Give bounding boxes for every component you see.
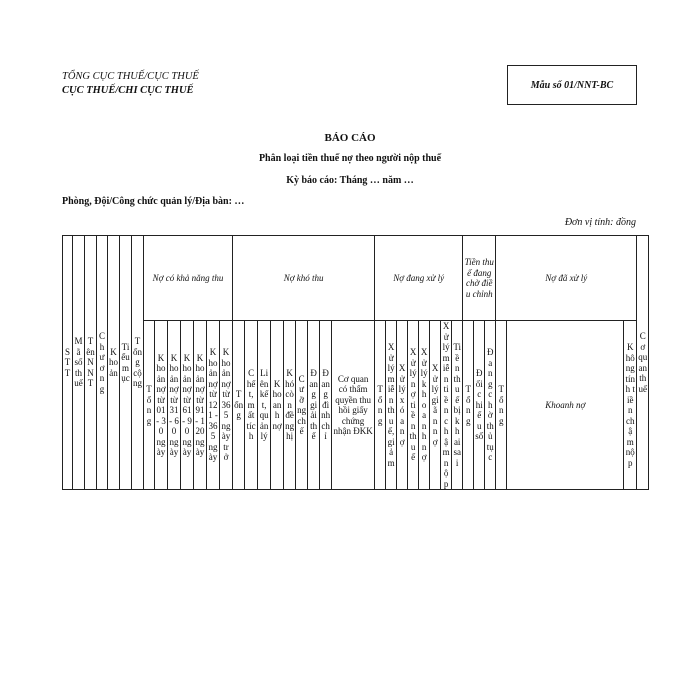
collectible-sub-1: Khoản nợ từ 01 - 30 ngày [155,321,168,490]
report-period: Kỳ báo cáo: Tháng … năm … [286,175,414,186]
department-line: Phòng, Đội/Công chức quản lý/Địa bàn: … [62,196,245,207]
collectible-sub-5: Khoản nợ từ 121 - 365 ngày [207,321,220,490]
processing-sub-0: Tổng [375,321,386,490]
awaiting-sub-1: Đối chiếu số [474,321,485,490]
report-title: BÁO CÁO [324,132,376,144]
difficult-sub-0: Tổng [233,321,245,490]
difficult-sub-8: Cơ quan có thẩm quyền thu hồi giấy chứng nhận ĐKK [332,321,375,490]
group-processing-debt: Nợ đang xử lý [375,236,463,321]
col-total: Tổng cộng [132,236,144,490]
difficult-sub-6: Đang giải thể [308,321,320,490]
tax-authority-header [62,70,199,98]
processing-sub-4: Xử lý khoanh nợ [419,321,430,490]
group-processed-debt: Nợ đã xử lý [496,236,637,321]
form-number-box [507,65,637,105]
group-difficult-debt: Nợ khó thu [233,236,375,321]
awaiting-sub-0: Tổng [463,321,474,490]
collectible-sub-4: Khoản nợ từ 91 - 120 ngày [194,321,207,490]
col-tax-code: Mã số thuế [73,236,85,490]
org-line-1: TỔNG CỤC THUẾ/CỤC THUẾ [62,71,199,82]
col-chapter: Chương [97,236,108,490]
col-tax-office: Cơ quan thuế [637,236,649,490]
awaiting-sub-2: Đang chờ thủ tục [485,321,496,490]
difficult-sub-4: Khó còn đề nghị [284,321,296,490]
collectible-sub-6: Khoản nợ từ 365 ngày trở [220,321,233,490]
difficult-sub-5: Cưỡng chế [296,321,308,490]
collectible-sub-2: Khoản nợ từ 31 - 60 ngày [168,321,181,490]
processing-sub-3: Xử lý nợ tiền thuế [408,321,419,490]
org-line-2: CỤC THUẾ/CHI CỤC THUẾ [62,85,194,96]
difficult-sub-1: Chết, mất tích [245,321,258,490]
col-sub-item: Tiểu mục [120,236,132,490]
col-taxpayer-name: Tên NNT [85,236,97,490]
difficult-sub-3: Khoanh nợ [271,321,284,490]
collectible-sub-3: Khoản nợ từ 61 - 90 ngày [181,321,194,490]
col-stt: STT [63,236,73,490]
difficult-sub-2: Liên kết, quản lý [258,321,271,490]
processed-sub-2: Không tính tiền chậm nộp [624,321,637,490]
group-awaiting-adjustment: Tiền thuế đang chờ điều chỉnh [463,236,496,321]
difficult-sub-7: Đang đình chỉ [320,321,332,490]
debt-classification-table [62,235,649,490]
report-subtitle: Phân loại tiền thuế nợ theo người nộp thuế [258,153,442,164]
processing-sub-5: Xử lý giãn nợ [430,321,441,490]
processing-sub-7: Tiền thuế bị khai sai [452,321,463,490]
col-item: Khoản [108,236,120,490]
collectible-sub-0: Tổng [144,321,155,490]
currency-unit: Đơn vị tính: đồng [564,217,636,228]
processing-sub-1: Xử lý miễn thuế, giảm [386,321,397,490]
processed-sub-1: Khoanh nợ [507,321,624,490]
processing-sub-6: Xử lý miễn tiền chậm nộp [442,321,450,489]
form-number: Mẫu số 01/NNT-BC [530,79,614,91]
processing-sub-2: Xử lý xóa nợ [397,321,408,490]
processed-sub-0: Tổng [496,321,507,490]
group-collectible-debt: Nợ có khả năng thu [144,236,233,321]
